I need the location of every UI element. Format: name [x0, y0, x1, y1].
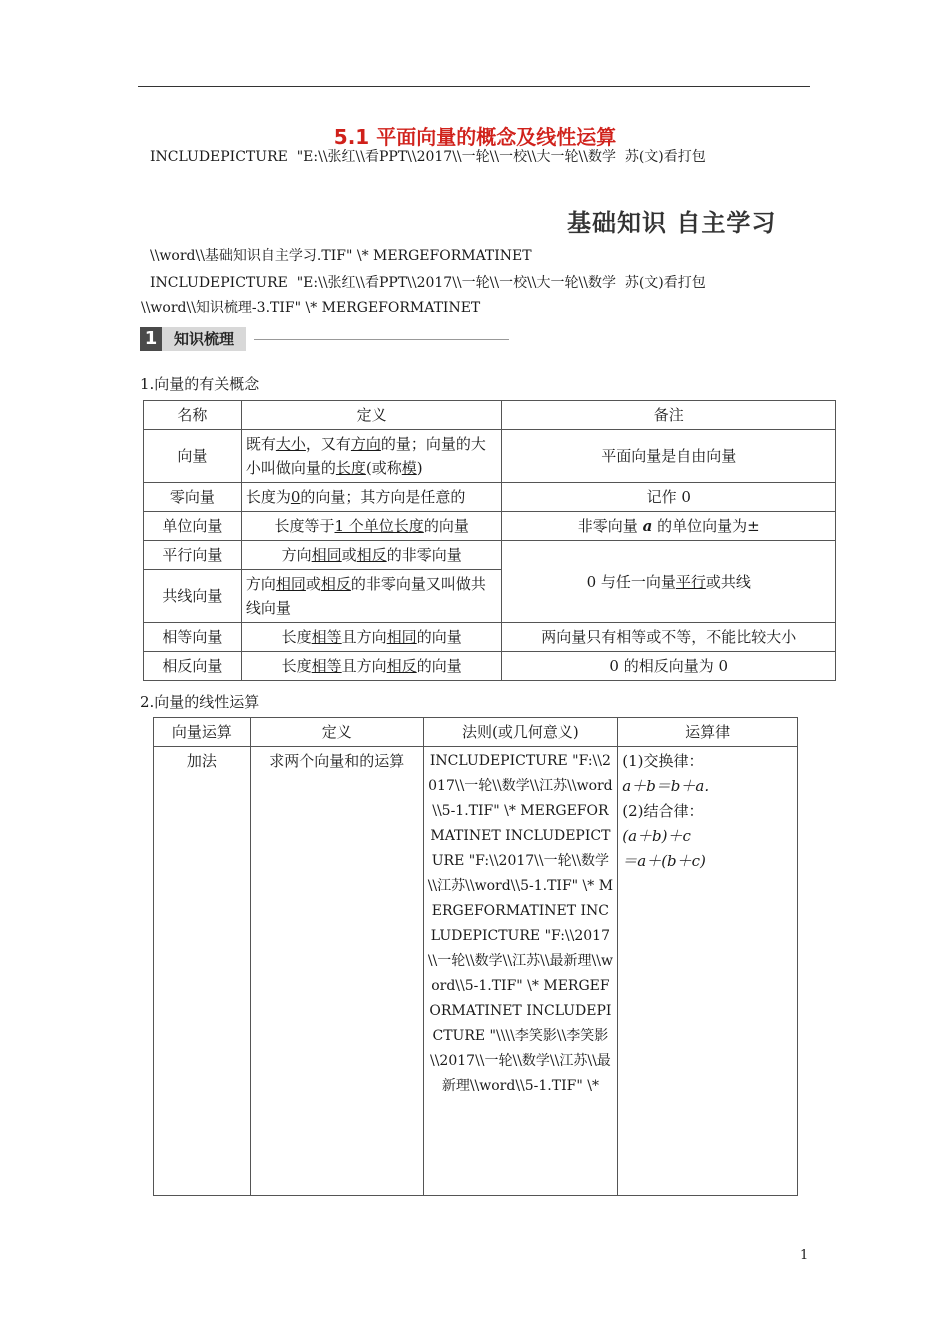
- operation-rule: INCLUDEPICTURE "F:\\2017\\一轮\\数学\\江苏\\word\\5-1.TIF" \* MERGEFORMATINET INCLUDEPICTURE "F:\\2017\\一轮\\数学\\江苏\\word\\5-1.TIF" \* MERGEFORMATINET INCLUDEPICTURE "F:\\2017\\一轮\\数学\\江苏\\最新理\\word\\5-1.TIF" \* MERGEFORMATINET INCLUDEPICTURE "\\\\李笑影\\李笑影\\2017\\一轮\\数学\\江苏\\最新理\\word\\5-1.TIF" \*: [423, 747, 618, 1196]
- page-title: 5.1 平面向量的概念及线性运算: [333, 125, 617, 149]
- column-header: 定义: [250, 718, 423, 747]
- row-name: 单位向量: [144, 512, 242, 541]
- column-header: 法则(或几何意义): [423, 718, 618, 747]
- table-header-row: [144, 401, 836, 430]
- section-heading: 基础知识 自主学习: [567, 209, 777, 237]
- row-name: 向量: [144, 430, 242, 483]
- law-line: (2)结合律：: [622, 802, 704, 820]
- row-definition: 方向相同或相反的非零向量又叫做共线向量: [241, 570, 502, 623]
- column-header: 运算律: [618, 718, 798, 747]
- operation-name: 加法: [154, 747, 251, 1196]
- table-row: [144, 430, 836, 483]
- row-definition: 长度相等且方向相反的向量: [241, 652, 502, 681]
- field-code-line-3: INCLUDEPICTURE "E:\\张红\\看PPT\\2017\\一轮\\一校\\大一轮\\数学 苏(文)看打包: [150, 275, 706, 291]
- column-header: 备注: [502, 401, 836, 430]
- knowledge-bar-line: [254, 339, 509, 340]
- law-line: a＋b＝b＋a.: [622, 777, 710, 795]
- row-note: 0 与任一向量平行或共线: [502, 541, 836, 623]
- row-definition: 长度相等且方向相同的向量: [241, 623, 502, 652]
- linear-operations-table: [153, 717, 798, 1196]
- law-line: (1)交换律：: [622, 752, 704, 770]
- table-header-row: [154, 718, 798, 747]
- row-definition: 方向相同或相反的非零向量: [241, 541, 502, 570]
- row-name: 共线向量: [144, 570, 242, 623]
- knowledge-bar-label: 知识梳理: [162, 327, 246, 351]
- operation-definition: 求两个向量和的运算: [250, 747, 423, 1196]
- row-note: 0 的相反向量为 0: [502, 652, 836, 681]
- row-note: 记作 0: [502, 483, 836, 512]
- law-line: ＝a＋(b＋c): [622, 852, 706, 870]
- table-row: [144, 541, 836, 570]
- row-name: 相反向量: [144, 652, 242, 681]
- operation-laws: [618, 747, 798, 1196]
- section2-heading: 2.向量的线性运算: [140, 693, 260, 711]
- row-definition: 长度等于1 个单位长度的向量: [241, 512, 502, 541]
- law-line: (a＋b)＋c: [622, 827, 691, 845]
- row-definition: 长度为0的向量；其方向是任意的: [241, 483, 502, 512]
- row-name: 相等向量: [144, 623, 242, 652]
- knowledge-bar: [140, 327, 509, 351]
- row-definition: 既有大小，又有方向的量；向量的大小叫做向量的长度(或称模): [241, 430, 502, 483]
- row-name: 平行向量: [144, 541, 242, 570]
- row-note: 两向量只有相等或不等，不能比较大小: [502, 623, 836, 652]
- row-note: 平面向量是自由向量: [502, 430, 836, 483]
- table-row: [144, 652, 836, 681]
- row-name: 零向量: [144, 483, 242, 512]
- column-header: 定义: [241, 401, 502, 430]
- field-code-line-1: INCLUDEPICTURE "E:\\张红\\看PPT\\2017\\一轮\\一校\\大一轮\\数学 苏(文)看打包: [150, 149, 706, 165]
- knowledge-bar-number: 1: [140, 327, 162, 351]
- table-row: [154, 747, 798, 1196]
- column-header: 向量运算: [154, 718, 251, 747]
- field-code-line-4: \\word\\知识梳理-3.TIF" \* MERGEFORMATINET: [141, 300, 481, 316]
- row-note: 非零向量 a 的单位向量为±: [502, 512, 836, 541]
- section1-heading: 1.向量的有关概念: [140, 375, 260, 393]
- field-code-line-2: \\word\\基础知识自主学习.TIF" \* MERGEFORMATINET: [150, 248, 532, 264]
- table-row: [144, 483, 836, 512]
- table-row: [144, 512, 836, 541]
- vector-concepts-table: [143, 400, 836, 681]
- top-rule: [138, 86, 810, 87]
- table-row: [144, 623, 836, 652]
- page-number: 1: [800, 1248, 809, 1263]
- column-header: 名称: [144, 401, 242, 430]
